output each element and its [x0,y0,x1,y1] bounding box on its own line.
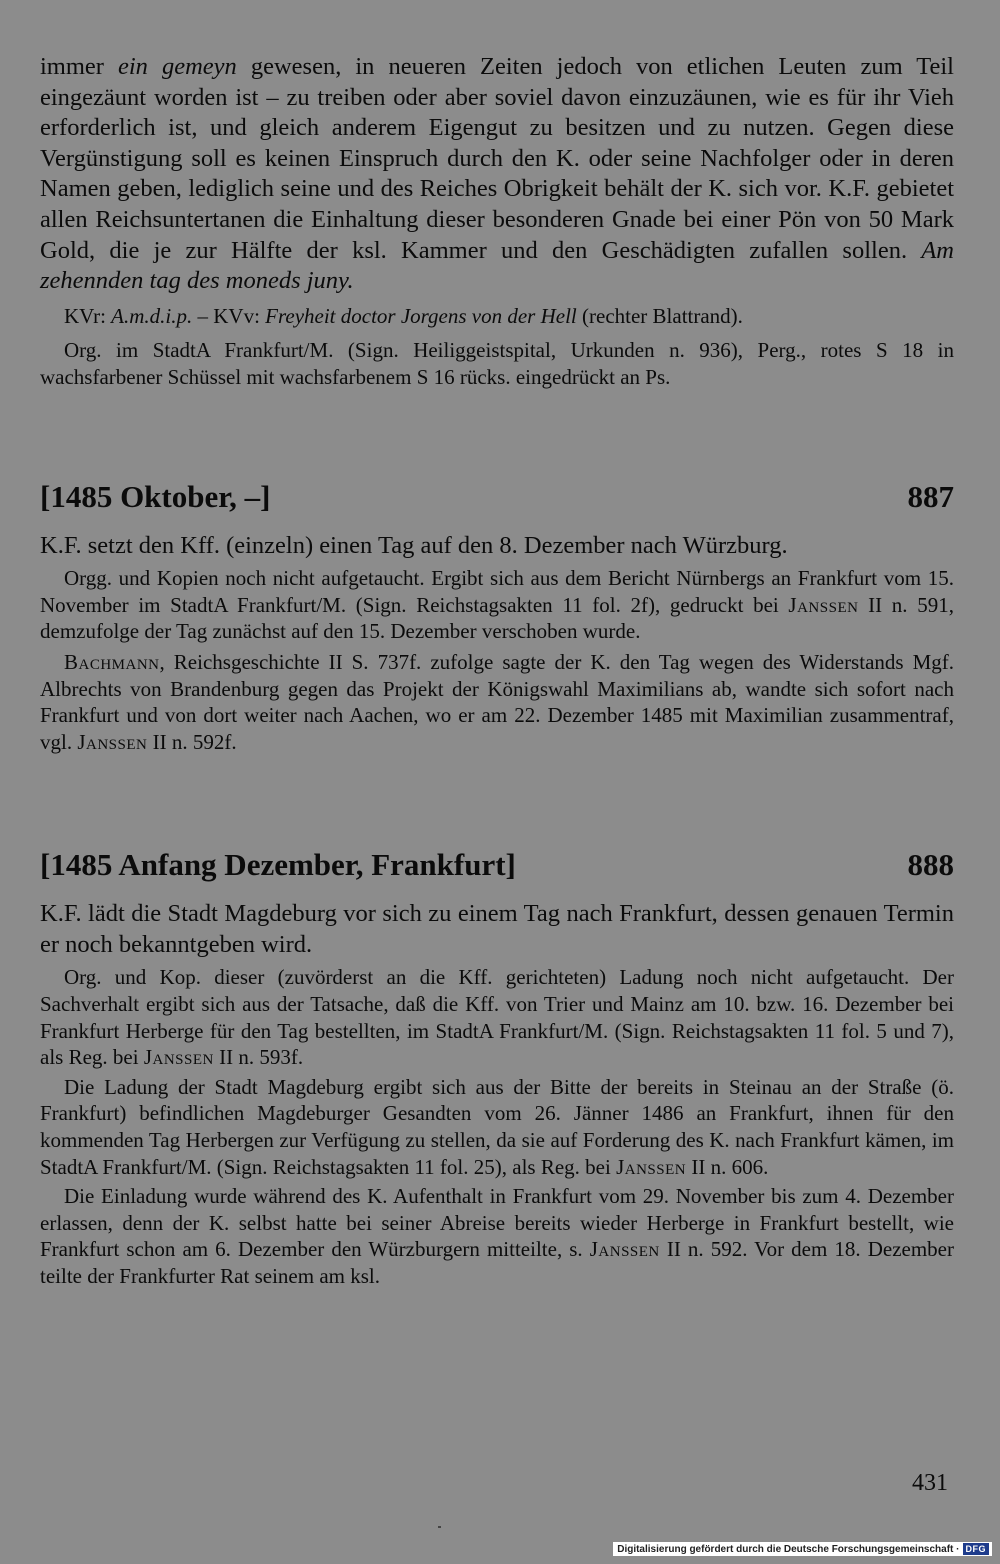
funding-text: Digitalisierung gefördert durch die Deutsche Forschungsgemeinschaft · [617,1543,960,1555]
endorsement-note: KVr: A.m.d.i.p. – KVv: Freyheit doctor Jorgens von der Hell (rechter Blattrand). [64,303,743,328]
entry-title: [1485 Anfang Dezember, Frankfurt] [40,847,516,883]
entry-heading-888 [40,847,954,883]
regest-text: K.F. lädt die Stadt Magdeburg vor sich zu einem Tag nach Frankfurt, dessen genauen Termin er noch bekanntgeben wird. [40,900,954,958]
scan-speck [438,1526,441,1528]
commentary-note: Org. und Kop. dieser (zuvörderst an die Kff. gerichteten) Ladung noch nicht aufgetaucht. Der Sachverhalt ergibt sich aus der Tatsache, daß die Kff. von Trier und Mainz am 10. bzw. 16. Dezember bei Frankfurt Herberge für den Tag bestellten, im StadtA Frankfurt/M. (Sign. Reichstagsakten 11 fol. 5 und 7), als Reg. bei Janssen II n. 593f. [40,965,954,1070]
commentary-note: Die Einladung wurde während des K. Aufenthalt in Frankfurt vom 29. November bis zum 4. Dezember erlassen, denn der K. selbst hatte bei seiner Abreise bereits wieder Herberge in Frankfurt bestellt, wie Frankfurt schon am 6. Dezember den Würzburgern mitteilte, s. Janssen II n. 592. Vor dem 18. Dezember teilte der Frankfurter Rat seinem am ksl. [40,1184,954,1288]
regest-text: K.F. setzt den Kff. (einzeln) einen Tag auf den 8. Dezember nach Würzburg. [40,531,788,559]
source-note: Org. im StadtA Frankfurt/M. (Sign. Heiliggeistspital, Urkunden n. 936), Perg., rotes S 18 in wachsfarbener Schüssel mit wachsfarbenem S 16 rücks. eingedrückt an Ps. [40,338,954,389]
entry-title: [1485 Oktober, –] [40,478,271,514]
funding-footer [613,1542,992,1556]
document-page [40,52,954,1290]
continued-regest: immer ein gemeyn gewesen, in neueren Zeiten jedoch von etlichen Leuten zum Teil eingezäunt worden ist – zu treiben oder aber soviel davon einzuzäunen, wie es für ihr Vieh erforderlich ist, und gleich anderem Eigengut zu besitzen und zu nutzen. Gegen diese Vergünstigung soll es keinen Einspruch durch den K. oder seine Nachfolger oder in deren Namen geben, lediglich seine und des Reiches Obrigkeit behält der K. sich vor. K.F. gebietet allen Reichsuntertanen die Einhaltung dieser besonderen Gnade bei einer Pön von 50 Mark Gold, die je zur Hälfte der ksl. Kammer und den Geschädigten zufallen sollen. Am zehennden tag des moneds juny. [40,53,954,295]
entry-heading-887 [40,479,954,515]
entry-number: 888 [907,847,954,883]
commentary-note: Bachmann, Reichsgeschichte II S. 737f. zufolge sagte der K. den Tag wegen des Widerstands Mgf. Albrechts von Brandenburg gegen das Projekt der Königswahl Maximilians ab, wandte sich sofort nach Frankfurt und von dort weiter nach Aachen, wo er am 22. Dezember 1485 mit Maximilian zusammentraf, vgl. Janssen II n. 592f. [40,649,954,754]
entry-number: 887 [907,478,954,514]
dfg-logo-icon: DFG [963,1543,990,1555]
commentary-note: Die Ladung der Stadt Magdeburg ergibt sich aus der Bitte der bereits in Steinau an der Straße (ö. Frankfurt) befindlichen Magdeburger Gesandten vom 26. Jänner 1486 an Frankfurt, ihnen für den kommenden Tag Herbergen zur Verfügung zu stellen, da sie auf Forderung des K. nach Frankfurt kämen, im StadtA Frankfurt/M. (Sign. Reichstagsakten 11 fol. 25), als Reg. bei Janssen II n. 606. [40,1074,954,1179]
commentary-note: Orgg. und Kopien noch nicht aufgetaucht. Ergibt sich aus dem Bericht Nürnbergs an Frankfurt vom 15. November im StadtA Frankfurt/M. (Sign. Reichstagsakten 11 fol. 2f), gedruckt bei Janssen II n. 591, demzufolge der Tag zunächst auf den 15. Dezember verschoben wurde. [40,566,954,644]
page-number: 431 [912,1470,948,1496]
